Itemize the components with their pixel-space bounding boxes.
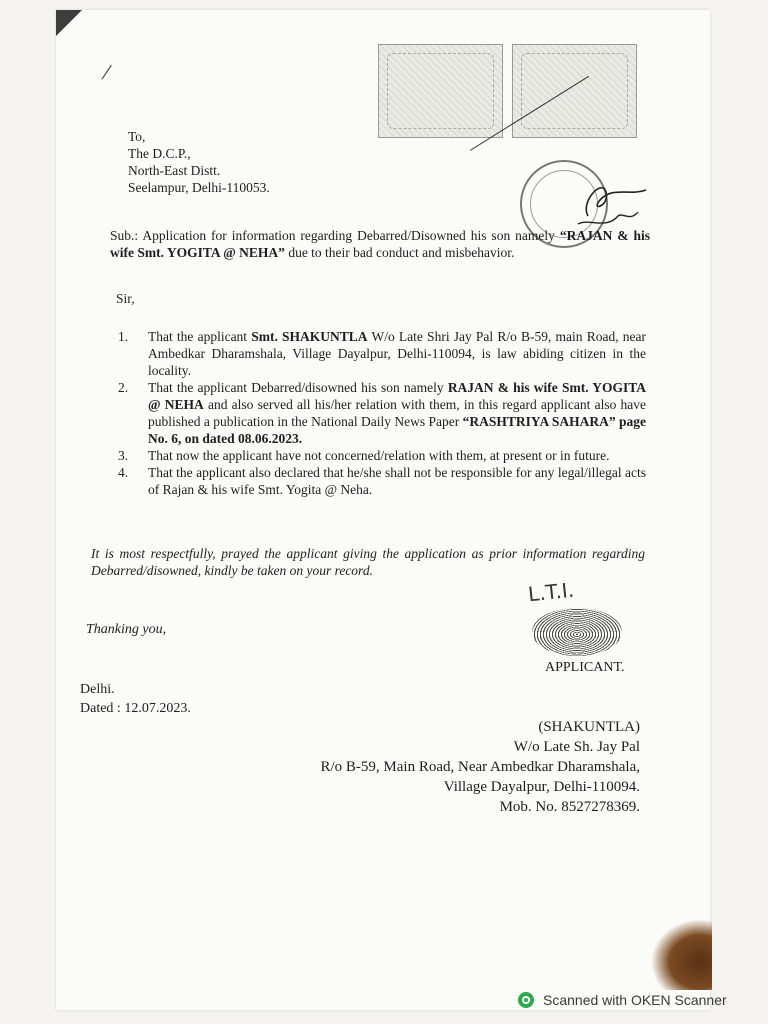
point-plain-text: That now the applicant have not concerned/relation with them, at present or in future.: [148, 448, 610, 463]
point-text: [148, 379, 646, 447]
closing-thanks: Thanking you,: [86, 622, 167, 637]
scanner-label: Scanned with OKEN Scanner: [543, 992, 727, 1008]
subject-line: [110, 227, 650, 261]
signature-scrawl-icon: [560, 172, 650, 232]
recipient-line: Seelampur, Delhi-110053.: [128, 180, 270, 195]
recipient-line: The D.C.P.,: [128, 146, 191, 161]
point-bold-text: Smt. SHAKUNTLA: [251, 329, 368, 344]
point-plain-text: That the applicant Debarred/disowned his son namely: [148, 380, 448, 395]
document-corner-fold-icon: [56, 10, 82, 36]
scan-edge-shadow: [652, 920, 712, 990]
place-date-block: [80, 680, 191, 718]
sender-block: [280, 717, 640, 817]
applicant-label: APPLICANT.: [545, 660, 625, 675]
sender-address-line2: Village Dayalpur, Delhi-110094.: [443, 779, 640, 795]
list-item: [118, 447, 646, 464]
point-plain-text: That the applicant: [148, 329, 252, 344]
point-plain-text: W/o Late Shri Jay Pal R/o B-59, main Road, near Ambedkar Dharamshala, Village Dayalpur, Delhi-110094, is law abiding citizen in the locality.: [148, 329, 646, 378]
scanner-logo-icon: [517, 991, 535, 1009]
subject-prefix: Sub.: Application for information regarding Debarred/Disowned his son namely: [110, 228, 560, 243]
thumb-impression-icon: [532, 608, 622, 656]
subject-names: “RAJAN & his wife Smt. YOGITA @ NEHA”: [110, 228, 650, 260]
recipient-line: To,: [128, 129, 146, 144]
dated: Dated : 12.07.2023.: [80, 701, 191, 716]
list-item: [118, 379, 646, 447]
recipient-address: [128, 128, 270, 196]
point-plain-text: That the applicant also declared that he/she shall not be responsible for any legal/illegal acts of Rajan & his wife Smt. Yogita @ Neha.: [148, 465, 646, 497]
pen-tick-mark: /: [99, 59, 114, 87]
prayer-paragraph: It is most respectfully, prayed the applicant giving the application as prior information regarding Debarred/disowned, kindly be taken on your record.: [91, 546, 645, 578]
point-plain-text: and also served all his/her relation with them, in this regard applicant also have published a publication in the National Daily News Paper: [148, 397, 647, 429]
point-number: 4.: [118, 465, 129, 480]
revenue-stamp-icon: [378, 44, 503, 138]
point-bold-text: RAJAN & his wife Smt. YOGITA @ NEHA: [148, 380, 646, 412]
point-text: [148, 328, 646, 379]
revenue-stamp-icon: [512, 44, 637, 138]
sender-name: (SHAKUNTLA): [538, 719, 640, 735]
recipient-line: North-East Distt.: [128, 163, 221, 178]
point-number: 2.: [118, 380, 129, 395]
point-text: [148, 464, 646, 498]
list-item: [118, 464, 646, 498]
list-item: [118, 328, 646, 379]
point-number: 3.: [118, 448, 129, 463]
subject-suffix: due to their bad conduct and misbehavior.: [284, 245, 515, 260]
place: Delhi.: [80, 682, 115, 697]
point-number: 1.: [118, 329, 129, 344]
point-bold-text: “RASHTRIYA SAHARA” page No. 6, on dated 08.06.2023.: [148, 414, 646, 446]
salutation: Sir,: [116, 291, 135, 306]
sender-relation: W/o Late Sh. Jay Pal: [513, 739, 640, 755]
point-text: [148, 447, 646, 464]
sender-address-line1: R/o B-59, Main Road, Near Ambedkar Dharamshala,: [320, 759, 640, 775]
sender-mobile: Mob. No. 8527278369.: [499, 799, 640, 815]
scanner-watermark: [517, 990, 727, 1010]
lti-mark: L.T.I.: [526, 577, 576, 607]
numbered-points-list: [118, 328, 646, 498]
